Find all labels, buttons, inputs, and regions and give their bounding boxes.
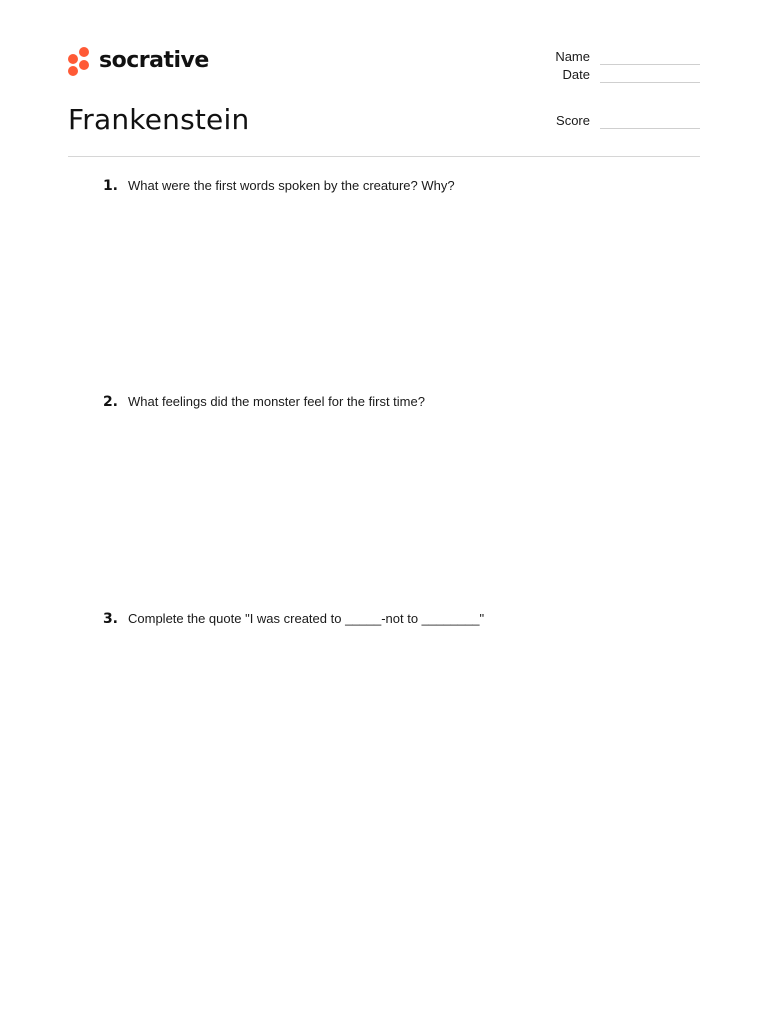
question-text: What feelings did the monster feel for the first time? <box>128 394 425 409</box>
question-number: 1. <box>102 178 118 194</box>
question-3 <box>98 611 484 627</box>
date-field <box>480 65 700 83</box>
score-field <box>480 111 700 129</box>
header-divider <box>68 156 700 157</box>
question-2 <box>98 394 425 410</box>
brand-logo <box>68 46 209 76</box>
date-label: Date <box>562 67 590 82</box>
name-line <box>600 52 700 65</box>
score-line <box>600 116 700 129</box>
question-text: Complete the quote "I was created to _____-not to ________" <box>128 611 485 626</box>
score-label: Score <box>556 113 590 128</box>
name-field <box>480 47 700 65</box>
socrative-logo-icon <box>68 46 92 76</box>
page-title: Frankenstein <box>68 103 250 136</box>
question-1 <box>98 178 455 194</box>
date-line <box>600 70 700 83</box>
name-label: Name <box>555 49 590 64</box>
question-number: 2. <box>102 394 118 410</box>
brand-name: socrative <box>99 48 209 73</box>
question-number: 3. <box>102 611 118 627</box>
question-text: What were the first words spoken by the creature? Why? <box>128 178 455 193</box>
